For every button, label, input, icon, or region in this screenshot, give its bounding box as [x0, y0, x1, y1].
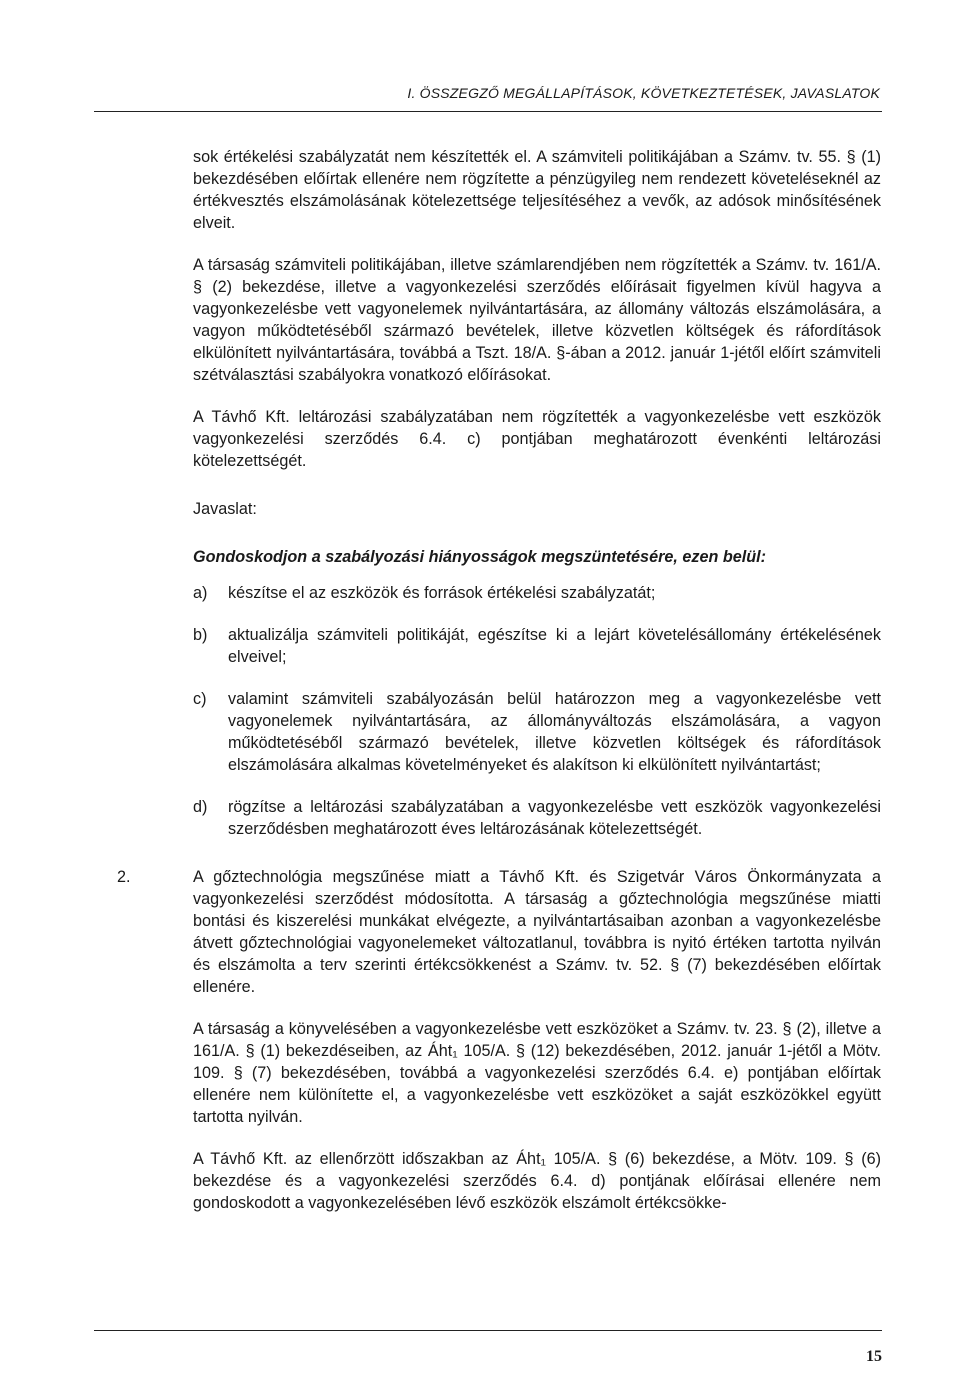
list-marker: b): [193, 626, 208, 644]
list-item: [193, 582, 881, 604]
footer-rule: [94, 1330, 882, 1331]
list-item: [193, 688, 881, 776]
paragraph: A társaság a könyvelésében a vagyonkezelésbe vett eszközöket a Számv. tv. 23. § (2), illetve a 161/A. § (1) bekezdéseiben, az Áht₁ 105/A. § (12) bekezdésében, 2012. január 1-jétől a Mötv. 109. § (7) bekezdésében, továbbá a vagyonkezelési szerződés 6.4. e) pontjában előírtak ellenére nem különítette el, a vagyonkezelésbe vett eszközöket a saját eszközökkel együtt tartotta nyilván.: [193, 1020, 881, 1126]
section-paragraph-text: A gőztechnológia megszűnése miatt a Távhő Kft. és Szigetvár Város Önkormányzata a vagyonkezelési szerződést módosította. A társaság a gőztechnológia megszűnése miatti bontási és kiszerelési munkákat elvégezte, a nyilvántartásaiban azonban a vagyonkezelésbe átvett gőztechnológiai vagyonelemeket változatlanul, továbbra is nyitó értéken tartotta nyilván és elszámolta a terv szerinti értékcsökkenést a Számv. tv. 52. § (7) bekezdésében előírtak ellenére.: [193, 868, 881, 996]
paragraph: sok értékelési szabályzatát nem készítették el. A számviteli politikájában a Számv. tv. 55. § (1) bekezdésében előírtak ellenére nem rögzítette a pénzügyileg nem rendezett követeléseknél az értékvesztés elszámolásának kötelezettsége teljesítéséhez a vevők, az adósok minősítésének elveit.: [193, 148, 881, 232]
list-item-text: valamint számviteli szabályozásán belül határozzon meg a vagyonkezelésbe vett vagyonelemek nyilvántartására, az állományváltozás elszámolására, a vagyon működtetéséből származó bevételek, illetve közvetlen költségek és ráfordítások elszámolására alkalmas követelményeket és alakítson ki elkülönített nyilvántartást;: [228, 690, 881, 774]
paragraph: A Távhő Kft. leltározási szabályzatában nem rögzítették a vagyonkezelésbe vett eszközök vagyonkezelési szerződés 6.4. c) pontjában meghatározott évenkénti leltározási kötelezettségét.: [193, 408, 881, 470]
list-marker: c): [193, 690, 207, 708]
proposal-heading: Gondoskodjon a szabályozási hiányosságok megszüntetésére, ezen belül:: [193, 548, 767, 566]
page-header: [94, 75, 882, 112]
paragraph: A Távhő Kft. az ellenőrzött időszakban az Áht₁ 105/A. § (6) bekezdése, a Mötv. 109. § (6) bekezdése és a vagyonkezelési szerződés 6.4. d) pontjának előírásai ellenére nem gondoskodott a vagyonkezelésében lévő eszközök elszámolt értékcsökke-: [193, 1150, 881, 1212]
page-number: 15: [866, 1348, 882, 1365]
section-paragraph: [117, 866, 881, 998]
section-number: 2.: [117, 868, 131, 886]
list-item: [193, 796, 881, 840]
paragraph: A társaság számviteli politikájában, illetve számlarendjében nem rögzítették a Számv. tv. 161/A. § (2) bekezdése, illetve a vagyonkezelési szerződés előírásait figyelmen kívül hagyva a vagyonkezelésbe vett vagyonelemek nyilvántartására, az állomány változás elszámolására, a vagyon működtetéséből származó bevételek, illetve közvetlen költségek és ráfordítások elkülönített nyilvántartására, továbbá a Tszt. 18/A. §-ában a 2012. január 1-jétől előírt számviteli szétválasztási szabályokra vonatkozó előírásokat.: [193, 256, 881, 384]
list-marker: d): [193, 798, 208, 816]
list-item-text: rögzítse a leltározási szabályzatában a vagyonkezelésbe vett eszközök vagyonkezelési szerződésben meghatározott éves leltározásának kötelezettségét.: [228, 798, 881, 838]
list-item-text: készítse el az eszközök és források értékelési szabályzatát;: [228, 584, 656, 602]
list-item: [193, 624, 881, 668]
proposal-label: Javaslat:: [193, 500, 257, 518]
list-marker: a): [193, 584, 208, 602]
proposal-list: [193, 582, 881, 840]
list-item-text: aktualizálja számviteli politikáját, egészítse ki a lejárt követelésállomány értékelésének elveivel;: [228, 626, 881, 666]
running-title: I. ÖSSZEGZŐ MEGÁLLAPÍTÁSOK, KÖVETKEZTETÉSEK, JAVASLATOK: [407, 85, 880, 101]
page-body: [117, 146, 881, 1214]
